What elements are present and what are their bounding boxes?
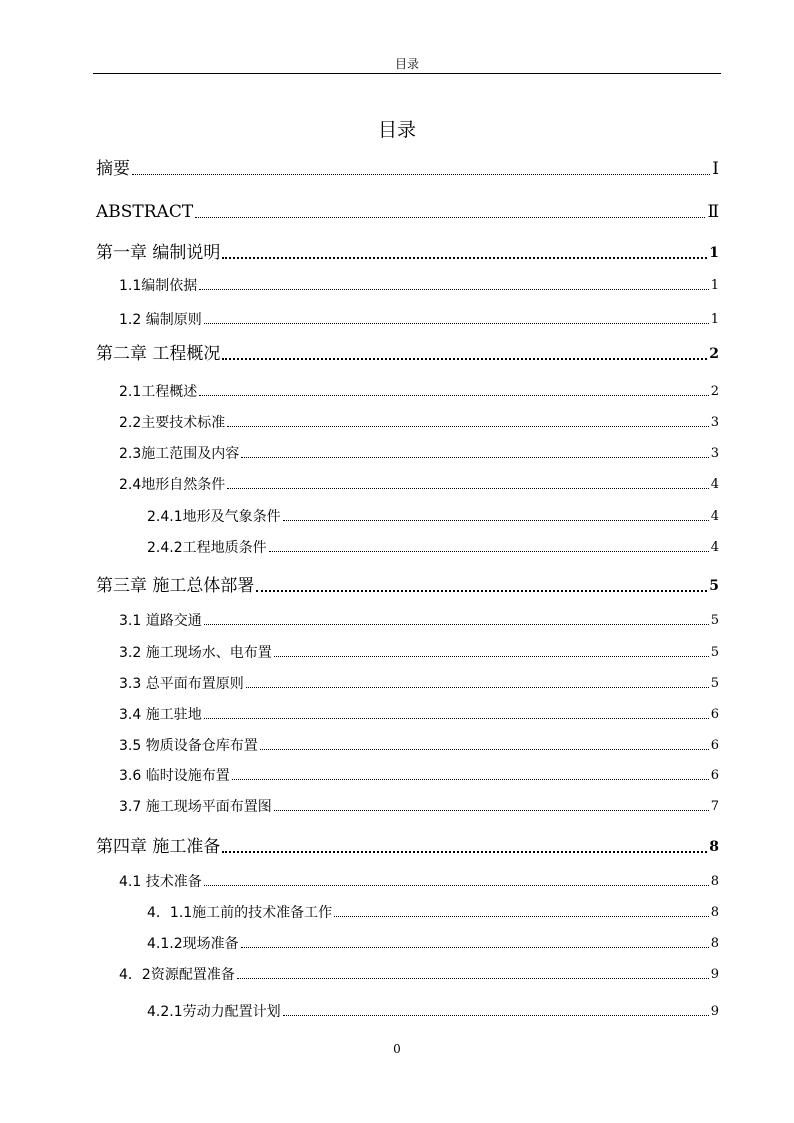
toc-entry[interactable] xyxy=(119,767,719,785)
toc-entry-label: 摘要 xyxy=(96,159,130,179)
toc-entry-label: 2.4地形自然条件 xyxy=(119,477,226,493)
toc-entry[interactable] xyxy=(119,675,719,693)
toc-entry-page: 6 xyxy=(710,738,719,753)
toc-entry-label: 第三章 施工总体部署 xyxy=(96,576,255,596)
toc-entry-page: 6 xyxy=(710,707,719,722)
toc-entry[interactable] xyxy=(147,904,719,922)
toc-entry-page: 4 xyxy=(710,509,719,524)
toc-entry-label: 3.5 物质设备仓库布置 xyxy=(119,738,258,754)
header-rule xyxy=(93,73,721,74)
toc-entry[interactable] xyxy=(119,311,719,329)
dot-leader xyxy=(204,885,709,886)
toc-entry-page: 5 xyxy=(710,613,719,628)
toc-entry[interactable] xyxy=(147,935,719,953)
toc-entry-label: 3.6 临时设施布置 xyxy=(119,768,230,784)
toc-entry-page: 6 xyxy=(710,768,719,783)
dot-leader xyxy=(334,916,709,917)
toc-entry-label: ABSTRACT xyxy=(96,202,194,222)
toc-entry[interactable] xyxy=(96,343,719,365)
dot-leader xyxy=(195,217,705,218)
dot-leader xyxy=(199,289,708,290)
dot-leader xyxy=(222,358,707,360)
toc-entry[interactable] xyxy=(119,644,719,662)
page-number: 0 xyxy=(393,1042,401,1056)
page-title: 目录 xyxy=(377,119,416,141)
toc-entry-page: 9 xyxy=(710,1004,719,1019)
dot-leader xyxy=(241,457,708,458)
toc-entry[interactable] xyxy=(119,737,719,755)
dot-leader xyxy=(132,174,710,175)
toc-entry[interactable] xyxy=(119,873,719,891)
toc-entry[interactable] xyxy=(119,414,719,432)
dot-leader xyxy=(232,779,709,780)
toc-entry[interactable] xyxy=(96,242,719,264)
toc-entry[interactable] xyxy=(119,476,719,494)
toc-entry-page: 5 xyxy=(709,578,719,594)
toc-entry[interactable] xyxy=(147,508,719,526)
toc-entry-label: 4．1.1施工前的技术准备工作 xyxy=(147,905,333,921)
toc-entry-page: 3 xyxy=(710,415,719,430)
dot-leader xyxy=(199,395,708,396)
toc-entry[interactable] xyxy=(147,1003,719,1021)
dot-leader xyxy=(227,488,708,489)
toc-entry-label: 第二章 工程概况 xyxy=(96,344,221,364)
toc-entry-label: 2.4.1地形及气象条件 xyxy=(147,509,281,525)
toc-entry-page: 8 xyxy=(710,905,719,920)
dot-leader xyxy=(237,978,709,979)
toc-entry-page: 8 xyxy=(709,839,719,855)
toc-entry-page: 5 xyxy=(710,645,719,660)
dot-leader xyxy=(241,947,709,948)
toc-entry[interactable] xyxy=(96,836,719,858)
toc-entry[interactable] xyxy=(119,798,719,816)
toc-entry-label: 第四章 施工准备 xyxy=(96,837,221,857)
dot-leader xyxy=(260,749,709,750)
dot-leader xyxy=(204,718,709,719)
toc-entry[interactable] xyxy=(119,612,719,630)
toc-entry-label: 3.3 总平面布置原则 xyxy=(119,676,244,692)
toc-entry-label: 第一章 编制说明 xyxy=(96,243,221,263)
toc-entry-page: 4 xyxy=(710,477,719,492)
toc-entry-label: 3.7 施工现场平面布置图 xyxy=(119,799,272,815)
toc-entry-label: 4.1 技术准备 xyxy=(119,874,202,890)
toc-entry-page: 3 xyxy=(710,446,719,461)
toc-entry-page: 4 xyxy=(710,540,719,555)
toc-entry[interactable] xyxy=(119,706,719,724)
toc-entry-label: 3.2 施工现场水、电布置 xyxy=(119,645,272,661)
toc-entry-label: 2.3施工范围及内容 xyxy=(119,446,240,462)
toc-entry-label: 3.4 施工驻地 xyxy=(119,707,202,723)
toc-entry[interactable] xyxy=(147,539,719,557)
dot-leader xyxy=(283,1015,709,1016)
toc-entry-page: Ⅰ xyxy=(712,159,719,179)
dot-leader xyxy=(227,426,708,427)
dot-leader xyxy=(222,257,707,259)
dot-leader xyxy=(274,810,709,811)
toc-entry[interactable] xyxy=(96,158,719,180)
toc-entry[interactable] xyxy=(119,445,719,463)
toc-entry-label: 4．2资源配置准备 xyxy=(119,967,235,983)
toc-entry-label: 2.2主要技术标准 xyxy=(119,415,226,431)
toc-entry[interactable] xyxy=(119,966,719,984)
dot-leader xyxy=(283,520,709,521)
toc-entry-label: 1.1编制依据 xyxy=(119,278,198,294)
dot-leader xyxy=(222,851,707,853)
toc-entry-page: 2 xyxy=(710,384,719,399)
toc-entry[interactable] xyxy=(96,201,719,223)
toc-entry-page: 8 xyxy=(710,936,719,951)
dot-leader xyxy=(256,590,707,592)
dot-leader xyxy=(246,687,709,688)
toc-entry-label: 2.1工程概述 xyxy=(119,384,198,400)
running-header: 目录 xyxy=(394,57,419,71)
toc-entry-page: Ⅱ xyxy=(707,202,719,222)
toc-entry-page: 5 xyxy=(710,676,719,691)
toc-entry[interactable] xyxy=(96,575,719,597)
toc-entry-page: 1 xyxy=(710,312,719,327)
toc-entry-page: 8 xyxy=(710,874,719,889)
dot-leader xyxy=(274,656,709,657)
toc-entry-page: 7 xyxy=(710,799,719,814)
toc-entry-label: 1.2 编制原则 xyxy=(119,312,202,328)
toc-entry-label: 4.1.2现场准备 xyxy=(147,936,239,952)
toc-entry-page: 9 xyxy=(710,967,719,982)
toc-entry-page: 1 xyxy=(710,278,719,293)
toc-entry-label: 4.2.1劳动力配置计划 xyxy=(147,1004,281,1020)
toc-entry[interactable] xyxy=(119,277,719,295)
toc-entry-page: 2 xyxy=(709,346,719,362)
dot-leader xyxy=(204,624,709,625)
dot-leader xyxy=(269,551,709,552)
toc-entry-label: 2.4.2工程地质条件 xyxy=(147,540,267,556)
toc-entry-label: 3.1 道路交通 xyxy=(119,613,202,629)
toc-entry[interactable] xyxy=(119,383,719,401)
toc-entry-page: 1 xyxy=(709,245,719,261)
dot-leader xyxy=(204,323,709,324)
